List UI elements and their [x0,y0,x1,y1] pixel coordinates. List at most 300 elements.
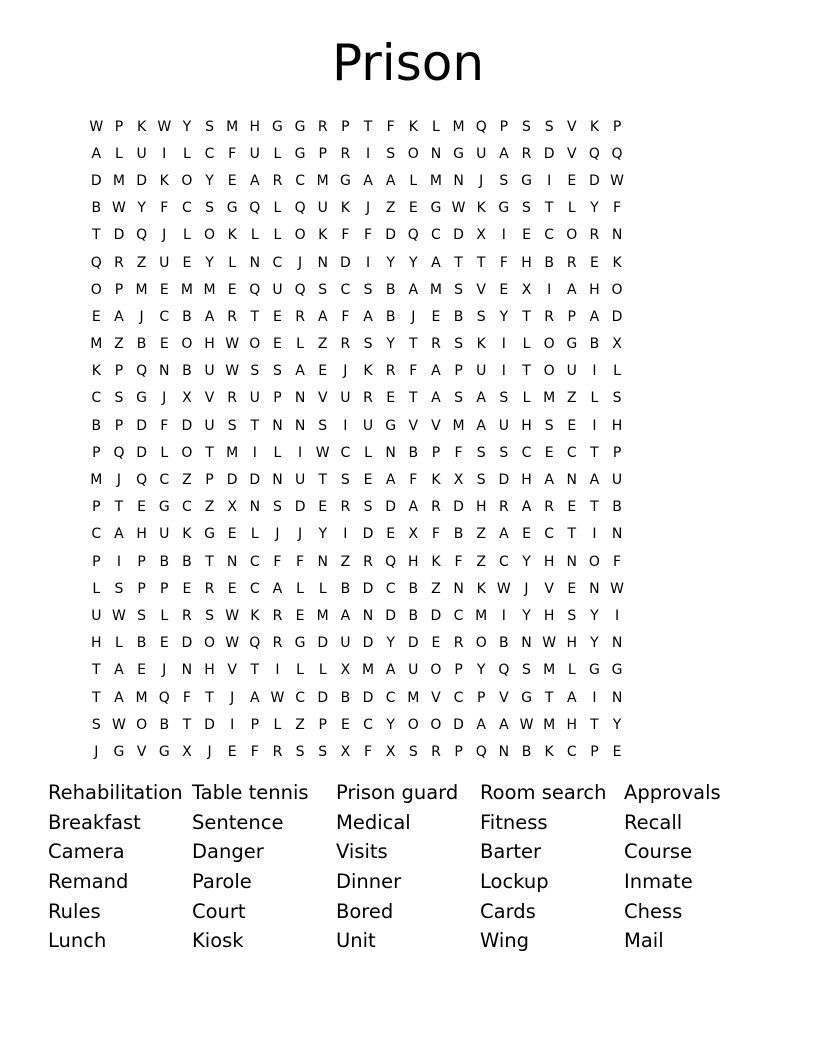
grid-letter: L [273,716,282,733]
grid-letter: I [547,281,552,298]
grid-letter: U [91,607,102,624]
grid-letter: S [114,580,124,597]
grid-letter: M [429,172,442,189]
grid-letter: E [318,499,328,516]
grid-letter: Y [137,200,146,217]
grid-letter: S [476,444,486,461]
grid-letter: B [182,363,192,380]
grid-letter: U [136,145,147,162]
grid-letter: S [114,390,124,407]
word-list-item: Sentence [192,810,284,834]
grid-row [85,738,628,765]
grid-letter: R [317,118,328,135]
grid-letter: R [114,254,124,271]
word-list-item: Lunch [48,929,107,953]
grid-letter: O [588,553,600,570]
grid-letter: S [522,662,531,679]
grid-letter: O [566,227,578,244]
grid-letter: E [295,607,305,624]
grid-letter: M [135,689,148,706]
grid-letter: G [430,200,442,217]
grid-letter: B [91,417,102,434]
grid-letter: Y [590,200,599,217]
grid-letter: W [610,172,624,189]
grid-letter: L [296,336,304,353]
grid-letter: Z [476,553,486,570]
grid-letter: V [204,390,215,407]
grid-letter: N [385,444,396,461]
grid-letter: H [91,635,102,652]
grid-letter: A [499,716,509,733]
grid-letter: U [362,417,374,434]
grid-letter: I [592,689,597,706]
grid-letter: Q [611,145,623,162]
grid-letter: A [521,499,532,516]
grid-letter: A [272,580,283,597]
grid-letter: W [270,689,285,706]
grid-letter: A [363,308,373,325]
grid-letter: M [429,281,442,298]
grid-letter: X [227,499,237,516]
grid-letter: B [453,308,464,325]
grid-letter: T [567,526,577,543]
grid-letter: R [182,607,192,624]
grid-letter: X [385,743,396,760]
grid-letter: I [501,227,506,244]
grid-letter: B [385,281,396,298]
grid-letter: A [114,308,124,325]
grid-letter: C [453,689,464,706]
grid-letter: U [611,472,623,489]
grid-letter: O [475,635,487,652]
grid-letter: R [521,145,532,162]
grid-letter: H [543,553,555,570]
grid-letter: K [363,363,373,380]
grid-letter: N [611,526,623,543]
grid-letter: E [182,254,192,271]
grid-letter: Y [386,716,395,733]
word-list-item: Chess [624,899,683,923]
grid-row [85,195,628,222]
grid-letter: C [249,553,260,570]
grid-letter: D [339,254,351,271]
grid-letter: N [249,499,261,516]
word-list-item: Rehabilitation [48,781,183,804]
grid-letter: G [611,662,623,679]
grid-letter: B [589,336,600,353]
grid-letter: A [499,145,509,162]
grid-letter: F [454,444,463,461]
grid-letter: Q [249,635,261,652]
grid-letter: Q [90,254,102,271]
grid-letter: G [521,172,532,189]
grid-letter: R [340,336,351,353]
grid-letter: E [544,444,554,461]
grid-letter: O [543,336,555,353]
grid-letter: T [544,200,554,217]
grid-letter: T [114,499,124,516]
grid-letter: G [588,662,600,679]
grid-letter: G [566,336,578,353]
grid-letter: E [273,336,282,353]
grid-letter: E [137,662,147,679]
grid-letter: D [136,444,147,461]
grid-letter: M [112,172,125,189]
grid-letter: F [499,254,508,271]
grid-letter: A [91,145,102,162]
word-list-item: Dinner [336,870,402,894]
grid-letter: T [92,689,101,706]
grid-letter: C [566,743,577,760]
grid-letter: G [113,743,125,760]
grid-letter: R [227,390,238,407]
grid-letter: S [386,145,396,162]
word-list-item: Cards [480,899,536,923]
grid-letter: X [408,526,419,543]
grid-letter: I [365,254,371,271]
word-list-item: Medical [336,810,411,834]
grid-letter: Q [136,363,148,380]
grid-letter: F [613,200,622,217]
grid-letter: E [273,308,282,325]
grid-letter: N [272,472,283,489]
grid-letter: A [114,662,124,679]
grid-letter: A [408,499,419,516]
grid-letter: V [431,689,441,706]
grid-letter: T [454,254,463,271]
grid-letter: H [249,118,261,135]
grid-letter: A [476,716,486,733]
grid-letter: U [476,145,487,162]
grid-letter: F [454,553,463,570]
grid-letter: Q [294,200,306,217]
grid-letter: R [363,553,373,570]
grid-letter: X [182,390,192,407]
grid-letter: N [453,172,464,189]
grid-letter: S [363,281,373,298]
grid-letter: D [543,145,555,162]
grid-letter: N [611,227,623,244]
grid-letter: C [363,716,373,733]
grid-letter: L [613,363,621,380]
grid-letter: W [451,200,466,217]
grid-row [85,548,628,575]
grid-row [85,684,628,711]
grid-letter: I [162,145,167,162]
grid-letter: L [273,200,282,217]
grid-letter: J [162,227,167,244]
grid-letter: N [430,145,442,162]
grid-letter: Y [476,662,486,679]
grid-letter: I [501,363,506,380]
grid-letter: I [116,553,122,570]
grid-letter: F [228,145,237,162]
grid-letter: D [362,526,374,543]
grid-letter: O [90,281,102,298]
grid-letter: E [522,526,531,543]
grid-letter: H [408,553,419,570]
grid-letter: S [340,472,350,489]
grid-letter: L [567,662,576,679]
grid-letter: Q [407,227,419,244]
grid-letter: W [519,716,534,733]
grid-letter: J [365,200,371,217]
grid-letter: R [227,308,238,325]
grid-letter: V [227,662,237,679]
grid-letter: D [113,227,125,244]
grid-letter: S [499,172,509,189]
grid-letter: N [249,254,261,271]
grid-letter: P [92,553,101,570]
grid-letter: I [298,444,303,461]
grid-letter: R [272,743,283,760]
grid-row [85,439,628,466]
grid-row [85,630,628,657]
grid-letter: W [89,118,104,135]
grid-letter: C [340,281,351,298]
grid-letter: K [318,227,328,244]
grid-letter: M [226,118,239,135]
grid-letter: T [250,417,260,434]
grid-letter: G [453,145,464,162]
grid-letter: H [204,336,215,353]
grid-letter: U [204,363,215,380]
grid-letter: K [431,553,441,570]
grid-letter: M [543,716,556,733]
grid-letter: P [567,308,576,325]
grid-letter: C [204,145,215,162]
grid-letter: Q [498,662,510,679]
grid-letter: P [114,417,124,434]
grid-letter: T [476,254,486,271]
grid-letter: U [249,145,260,162]
grid-letter: R [498,499,509,516]
grid-letter: Z [204,499,215,516]
grid-letter: G [521,689,532,706]
grid-letter: Z [136,254,147,271]
grid-letter: P [205,472,214,489]
grid-letter: J [298,254,303,271]
grid-letter: B [408,444,419,461]
grid-letter: V [499,689,509,706]
grid-letter: O [294,227,306,244]
grid-letter: G [136,390,148,407]
grid-letter: Z [566,390,577,407]
grid-letter: T [205,689,214,706]
grid-letter: C [272,254,283,271]
grid-letter: M [90,336,103,353]
grid-letter: C [385,689,396,706]
grid-letter: M [226,444,239,461]
word-list-item: Course [624,840,693,864]
grid-letter: L [182,227,191,244]
grid-letter: X [340,662,351,679]
grid-letter: F [160,200,169,217]
grid-letter: L [92,580,101,597]
grid-letter: B [453,526,464,543]
grid-letter: E [227,743,237,760]
grid-letter: L [115,635,123,652]
grid-letter: P [318,145,327,162]
grid-letter: S [612,390,622,407]
grid-letter: X [453,472,464,489]
grid-letter: C [521,444,532,461]
grid-letter: U [294,472,306,489]
grid-letter: E [159,281,169,298]
grid-letter: T [590,499,599,516]
grid-letter: P [590,743,599,760]
grid-letter: J [162,662,167,679]
grid-letter: M [90,472,103,489]
grid-letter: S [205,607,214,624]
grid-letter: S [91,716,101,733]
grid-letter: O [181,172,193,189]
grid-letter: L [567,200,576,217]
grid-letter: J [524,580,529,597]
grid-letter: G [294,145,306,162]
grid-letter: D [226,472,238,489]
grid-letter: S [137,607,147,624]
grid-letter: T [250,308,260,325]
grid-letter: S [273,363,282,380]
grid-letter: G [158,743,170,760]
grid-letter: T [92,662,101,679]
grid-letter: Z [317,336,328,353]
grid-letter: Y [590,635,599,652]
grid-letter: R [431,499,441,516]
grid-letter: C [181,200,192,217]
grid-letter: N [453,580,464,597]
grid-letter: A [114,526,124,543]
grid-letter: L [228,254,237,271]
grid-letter: U [498,417,509,434]
grid-letter: R [363,390,373,407]
grid-letter: C [91,526,102,543]
grid-letter: U [204,417,215,434]
grid-letter: H [611,417,623,434]
grid-letter: M [452,118,465,135]
grid-letter: K [159,172,169,189]
grid-letter: K [431,472,441,489]
grid-letter: R [385,363,396,380]
grid-letter: T [250,662,260,679]
grid-letter: T [92,227,101,244]
grid-letter: C [340,444,351,461]
grid-letter: Y [590,607,599,624]
grid-letter: G [498,200,510,217]
grid-letter: W [112,716,126,733]
grid-letter: Q [249,200,261,217]
grid-letter: N [498,743,510,760]
word-list-item: Kiosk [192,929,244,953]
grid-letter: A [317,308,328,325]
grid-letter: D [294,499,306,516]
grid-letter: D [385,607,397,624]
grid-letter: D [589,172,600,189]
grid-row [85,385,628,412]
word-list-item: Barter [480,840,542,864]
grid-letter: C [431,227,441,244]
grid-letter: L [522,390,531,407]
grid-letter: R [272,607,283,624]
grid-letter: K [340,200,350,217]
grid-letter: D [498,472,510,489]
grid-letter: O [204,635,216,652]
grid-letter: P [137,553,146,570]
grid-letter: A [566,281,577,298]
grid-letter: U [159,526,170,543]
grid-letter: A [431,363,441,380]
grid-letter: E [386,390,396,407]
grid-letter: V [431,417,441,434]
grid-letter: B [612,499,622,516]
grid-letter: D [385,227,397,244]
grid-letter: I [592,417,597,434]
word-list-item: Fitness [480,810,548,834]
word-list-item: Table tennis [192,781,309,804]
grid-letter: O [407,145,419,162]
grid-letter: D [453,716,464,733]
word-list-item: Bored [336,899,394,923]
grid-letter: D [136,417,147,434]
grid-letter: E [431,308,441,325]
grid-letter: N [272,417,283,434]
grid-letter: J [479,172,484,189]
grid-letter: A [363,172,373,189]
grid-letter: W [112,200,126,217]
grid-letter: H [543,607,555,624]
grid-letter: N [589,580,600,597]
grid-row [85,303,628,330]
grid-letter: N [159,363,170,380]
grid-letter: D [362,635,374,652]
grid-letter: E [589,254,599,271]
grid-letter: C [544,526,555,543]
grid-letter: T [409,390,418,407]
grid-letter: E [431,635,441,652]
grid-letter: P [476,689,486,706]
grid-letter: W [496,580,511,597]
grid-letter: R [295,308,305,325]
grid-letter: F [341,308,350,325]
grid-letter: Z [114,336,124,353]
grid-letter: Y [182,118,192,135]
grid-letter: I [230,716,235,733]
word-list-item: Room search [480,781,607,804]
grid-row [85,494,628,521]
grid-letter: J [275,526,280,543]
grid-letter: D [453,499,464,516]
grid-letter: D [90,172,102,189]
grid-letter: R [544,499,554,516]
grid-letter: P [341,118,350,135]
grid-letter: Z [295,716,305,733]
grid-letter: R [566,254,577,271]
grid-letter: U [317,200,328,217]
grid-letter: L [432,118,440,135]
grid-letter: D [317,635,329,652]
grid-letter: A [566,689,577,706]
grid-letter: F [341,227,350,244]
grid-letter: D [362,689,374,706]
grid-letter: Q [475,118,487,135]
letter-grid [85,113,628,766]
grid-letter: E [567,417,577,434]
grid-letter: E [522,227,531,244]
grid-letter: F [431,526,440,543]
grid-letter: S [318,281,328,298]
grid-letter: Z [431,580,441,597]
